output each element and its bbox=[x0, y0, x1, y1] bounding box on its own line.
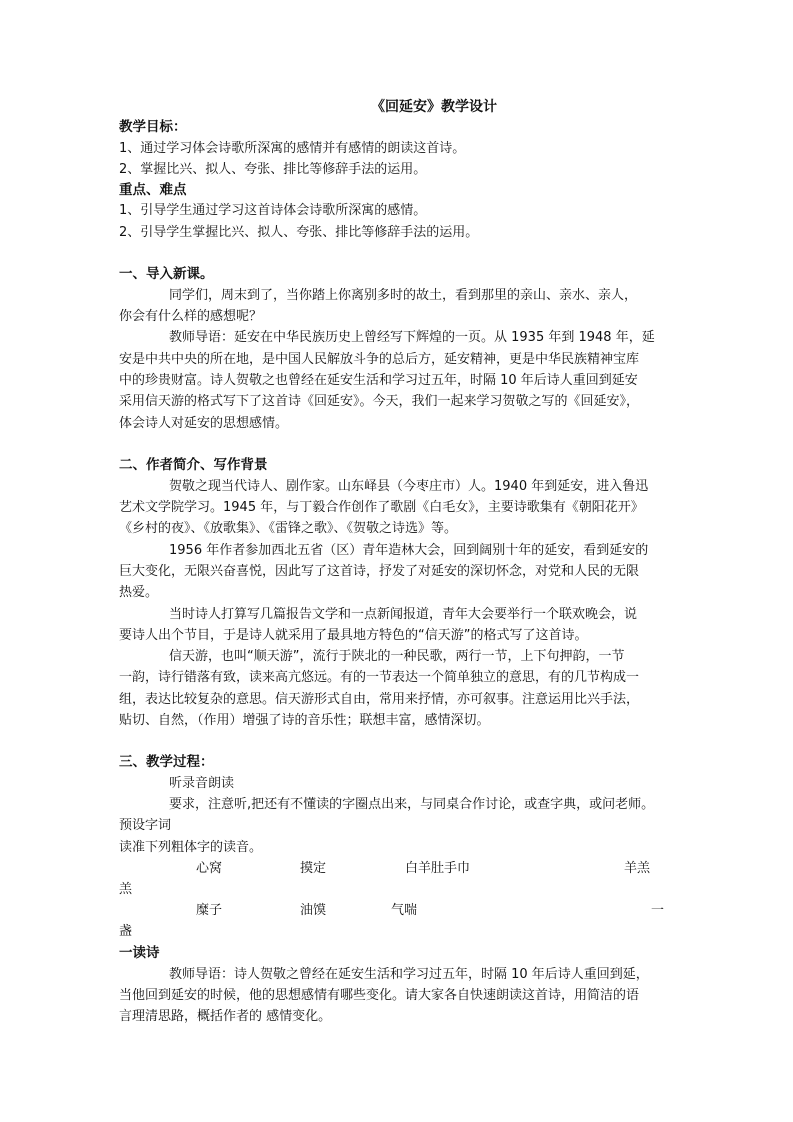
paragraph-line: 你会有什么样的感想呢？ bbox=[119, 309, 263, 324]
paragraph-line: 听录音朗读 bbox=[169, 776, 235, 791]
vocab-word: 一 bbox=[651, 903, 665, 918]
section-intro-heading: 一、导入新课。 bbox=[119, 266, 214, 282]
paragraph-line: 一韵，诗行错落有致，读来高亢悠远。有的一节表达一个简单独立的意思，有的几节构成一 bbox=[119, 670, 640, 685]
paragraph-line: 热爱。 bbox=[119, 585, 159, 600]
paragraph-line: 采用信天游的格式写下了这首诗《回延安》。今天，我们一起来学习贺敬之写的《回延安》， bbox=[119, 394, 640, 409]
document-title: 《回延安》教学设计 bbox=[371, 99, 497, 115]
paragraph-line: 巨大变化，无限兴奋喜悦，因此写了这首诗，抒发了对延安的深切怀念，对党和人民的无限 bbox=[119, 564, 640, 579]
paragraph-line: 教师导语：诗人贺敬之曾经在延安生活和学习过五年，时隔 10 年后诗人重回到延， bbox=[169, 967, 649, 982]
paragraph-line: 贺敬之现当代诗人、剧作家。山东峄县（今枣庄市）人。1940 年到延安，进入鲁迅 bbox=[169, 479, 649, 494]
paragraph-line: 预设字词 bbox=[119, 818, 172, 833]
vocab-word: 白羊肚手巾 bbox=[405, 861, 471, 876]
vocab-word: 心窝 bbox=[196, 861, 223, 876]
paragraph-line: 当时诗人打算写几篇报告文学和一点新闻报道，青年大会要举行一个联欢晚会，说 bbox=[169, 607, 638, 622]
section-author-heading: 二、作者简介、写作背景 bbox=[119, 457, 268, 473]
paragraph-line: 体会诗人对延安的思想感情。 bbox=[119, 416, 289, 431]
section-process-heading: 三、教学过程： bbox=[119, 754, 214, 770]
paragraph-line: 言理清思路，概括作者的 感情变化。 bbox=[119, 1009, 332, 1024]
paragraph-line: 要诗人出个节目，于是诗人就采用了最具地方特色的“信天游”的格式写了这首诗。 bbox=[119, 628, 588, 643]
goal-item: 1、通过学习体会诗歌所深寓的感情并有感情的朗读这首诗。 bbox=[119, 141, 466, 156]
vocab-word-wrap: 盏 bbox=[119, 924, 133, 939]
paragraph-line: 《乡村的夜》、《放歌集》、《雷锋之歌》、《贺敬之诗选》等。 bbox=[119, 521, 458, 536]
key-point-item: 2、引导学生掌握比兴、拟人、夸张、排比等修辞手法的运用。 bbox=[119, 225, 479, 240]
goals-heading: 教学目标： bbox=[119, 119, 187, 135]
paragraph-line: 贴切、自然，（作用）增强了诗的音乐性；联想丰富，感情深切。 bbox=[119, 713, 490, 728]
paragraph-line: 1956 年作者参加西北五省（区）青年造林大会，回到阔别十年的延安，看到延安的 bbox=[169, 543, 649, 558]
vocab-word-wrap: 羔 bbox=[119, 882, 133, 897]
paragraph-line: 中的珍贵财富。诗人贺敬之也曾经在延安生活和学习过五年，时隔 10 年后诗人重回到延安 bbox=[119, 373, 638, 388]
vocab-word: 羊羔 bbox=[624, 861, 651, 876]
paragraph-line: 艺术文学院学习。1945 年，与丁毅合作创作了歌剧《白毛女》，主要诗歌集有《朝阳花开》 bbox=[119, 500, 644, 515]
paragraph-line: 信天游，也叫“顺天游”，流行于陕北的一种民歌，两行一节，上下句押韵，一节 bbox=[169, 649, 625, 664]
vocab-word: 摸定 bbox=[300, 861, 327, 876]
paragraph-line: 教师导语：延安在中华民族历史上曾经写下辉煌的一页。从 1935 年到 1948 年，延 bbox=[169, 330, 655, 345]
key-point-item: 1、引导学生通过学习这首诗体会诗歌所深寓的感情。 bbox=[119, 203, 427, 218]
paragraph-line: 安是中共中央的所在地，是中国人民解放斗争的总后方，延安精神，更是中华民族精神宝库 bbox=[119, 352, 640, 367]
vocab-word: 气喘 bbox=[391, 903, 418, 918]
paragraph-line: 要求，注意听,把还有不懂读的字圈点出来，与同桌合作讨论，或查字典，或问老师。 bbox=[169, 797, 655, 812]
paragraph-line: 读准下列粗体字的读音。 bbox=[119, 840, 263, 855]
paragraph-line: 当他回到延安的时候，他的思想感情有哪些变化。请大家各自快速朗读这首诗，用简洁的语 bbox=[119, 988, 640, 1003]
paragraph-line: 同学们，周末到了，当你踏上你离别多时的故土，看到那里的亲山、亲水、亲人， bbox=[169, 288, 638, 303]
key-points-heading: 重点、难点 bbox=[119, 182, 187, 198]
vocab-word: 油馍 bbox=[300, 903, 327, 918]
goal-item: 2、掌握比兴、拟人、夸张、排比等修辞手法的运用。 bbox=[119, 162, 427, 177]
paragraph-line: 组，表达比较复杂的意思。信天游形式自由，常用来抒情，亦可叙事。注意运用比兴手法， bbox=[119, 692, 640, 707]
vocab-word: 糜子 bbox=[196, 903, 223, 918]
read-poem-heading: 一读诗 bbox=[119, 945, 160, 961]
